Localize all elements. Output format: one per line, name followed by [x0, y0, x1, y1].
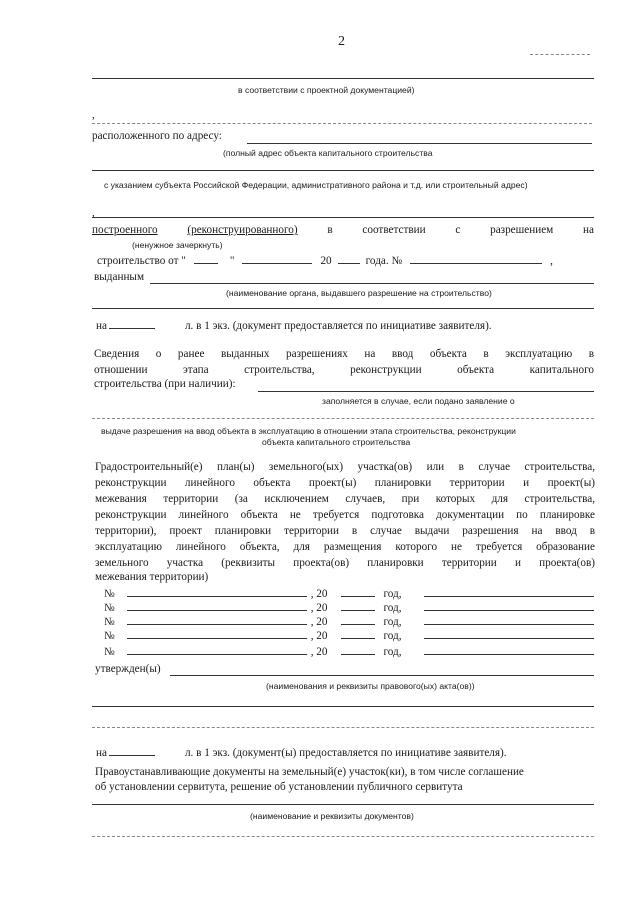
prev-permits-caption-3: объекта капитального строительства [262, 437, 411, 447]
permit-line-1 [92, 224, 594, 237]
gpzu-line-1: Градостроительный(е) план(ы) земельного(ых) участка(ов) или в случае строительства, [95, 461, 595, 473]
permit-day-field[interactable] [194, 253, 218, 264]
row-comma20: , 20 [310, 602, 328, 614]
permit-month-field[interactable] [242, 253, 312, 264]
row-number-field[interactable] [127, 586, 307, 597]
permit-date-quote: " [229, 255, 235, 267]
row-year-field[interactable] [341, 644, 375, 655]
row-comma20: , 20 [310, 616, 328, 628]
sheets-count-field-2[interactable] [109, 745, 155, 756]
permit-year-prefix: 20 [320, 255, 332, 267]
project-doc-caption: в соответствии с проектной документацией) [238, 85, 415, 95]
gpzu-line-7: земельного участка (реквизиты проекта(ов) планировки территории и проекта(ов) [95, 557, 595, 569]
prev-permits-line-1: Сведения о ранее выданных разрешениях на ввод объекта в эксплуатацию в [94, 348, 594, 360]
sheets-prefix-2: на [96, 747, 107, 759]
gpzu-line-4: реконструкции линейного объекта не требуется подготовка документации по планировке [95, 509, 595, 521]
comma-mark: , [92, 109, 95, 121]
gpzu-line-3: межевания территории (за исключением случаев, при которых для строительства, [95, 493, 595, 505]
issued-by-field[interactable] [150, 283, 594, 284]
address-field-line-2[interactable] [92, 170, 594, 171]
row-no-label: № [104, 616, 115, 628]
row-detail-field[interactable] [424, 586, 594, 597]
row-number-field[interactable] [127, 628, 307, 639]
title-docs-field-2[interactable] [92, 836, 594, 837]
address-label: расположенного по адресу: [92, 130, 222, 142]
row-no-label: № [104, 588, 115, 600]
sheets-text-2: л. в 1 экз. (документ(ы) предоставляется по инициативе заявителя). [184, 747, 507, 759]
sheets-line-2 [96, 745, 507, 760]
permit-year-suffix: года. № [365, 255, 403, 267]
title-docs-field[interactable] [92, 804, 594, 805]
sheets-line-1 [96, 318, 492, 333]
permit-date-prefix: строительство от " [97, 255, 186, 267]
address-caption-1: (полный адрес объекта капитального строительства [223, 148, 433, 158]
built-word: построенного [92, 224, 158, 236]
sheets-text: л. в 1 экз. (документ предоставляется по инициативе заявителя). [184, 320, 492, 332]
permit-comma: , [550, 255, 553, 267]
address-caption-2: с указанием субъекта Российской Федерации, административного района и т.д. или строительный адрес) [104, 180, 528, 190]
reconstructed-word: (реконструированного) [187, 224, 298, 236]
row-year-label: год, [383, 646, 402, 658]
row-year-label: год, [383, 630, 402, 642]
prev-permits-field[interactable] [258, 391, 594, 392]
word-for: на [583, 224, 594, 236]
word-with: с [455, 224, 461, 236]
word-in: в [327, 224, 333, 236]
approved-caption: (наименования и реквизиты правового(ых) акта(ов)) [266, 681, 475, 691]
prev-permits-field-2[interactable] [92, 418, 594, 419]
sheets-count-field[interactable] [109, 318, 155, 329]
prev-permits-line-3: строительства (при наличии): [94, 378, 236, 390]
row-detail-field[interactable] [424, 628, 594, 639]
row-detail-field[interactable] [424, 614, 594, 625]
row-number-field[interactable] [127, 614, 307, 625]
prev-permits-line-2: отношении этапа строительства, реконструкции объекта капитального [94, 364, 594, 376]
row-no-label: № [104, 602, 115, 614]
row-year-field[interactable] [341, 600, 375, 611]
gpzu-line-2: реконструкции линейного объекта проект(ы) планировки территории и проект(ы) [95, 477, 595, 489]
row-detail-field[interactable] [424, 600, 594, 611]
address-field-line-3[interactable] [92, 217, 594, 218]
prev-permits-caption-1: заполняется в случае, если подано заявление о [322, 396, 515, 406]
word-permit: разрешением [490, 224, 554, 236]
row-year-label: год, [383, 602, 402, 614]
row-year-field[interactable] [341, 614, 375, 625]
strike-note: (ненужное зачеркнуть) [132, 240, 223, 250]
sheets-prefix: на [96, 320, 107, 332]
permit-year-field[interactable] [338, 253, 360, 264]
permit-number-field[interactable] [410, 253, 542, 264]
row-no-label: № [104, 630, 115, 642]
address-field-line[interactable] [247, 143, 592, 144]
issued-by-caption: (наименование органа, выдавшего разрешение на строительство) [226, 288, 492, 298]
requisites-row [104, 600, 594, 615]
requisites-row [104, 614, 594, 629]
issued-by-field-2[interactable] [92, 308, 594, 309]
row-year-label: год, [383, 616, 402, 628]
row-no-label: № [104, 646, 115, 658]
approved-field[interactable] [170, 675, 594, 676]
row-year-field[interactable] [341, 586, 375, 597]
project-doc-line [92, 78, 594, 79]
permit-date-line [97, 253, 553, 268]
title-docs-line-2: об установлении сервитута, решение об установлении публичного сервитута [95, 781, 463, 793]
title-docs-line-1: Правоустанавливающие документы на земельный(е) участок(ки), в том числе соглашение [95, 766, 524, 778]
row-detail-field[interactable] [424, 644, 594, 655]
approved-field-3[interactable] [92, 727, 594, 728]
requisites-row [104, 644, 594, 659]
gpzu-line-5: территории), проект планировки территории в случае выдачи разрешения на ввод в [95, 525, 595, 537]
word-accordance: соответствии [362, 224, 426, 236]
title-docs-caption: (наименование и реквизиты документов) [250, 811, 414, 821]
issued-by-label: выданным [94, 271, 145, 283]
approved-field-2[interactable] [92, 706, 594, 707]
separator-line [92, 123, 592, 124]
gpzu-line-8: межевания территории) [95, 571, 209, 583]
row-comma20: , 20 [310, 646, 328, 658]
row-number-field[interactable] [127, 600, 307, 611]
row-comma20: , 20 [310, 588, 328, 600]
requisites-row [104, 586, 594, 601]
gpzu-line-6: эксплуатацию линейного объекта, для размещения которого не требуется образование [95, 541, 595, 553]
approved-label: утвержден(ы) [95, 663, 161, 675]
scan-mark [530, 54, 590, 55]
page-number: 2 [338, 34, 345, 49]
row-number-field[interactable] [127, 644, 307, 655]
row-year-field[interactable] [341, 628, 375, 639]
comma-mark-2: , [92, 207, 95, 219]
row-year-label: год, [383, 588, 402, 600]
row-comma20: , 20 [310, 630, 328, 642]
requisites-row [104, 628, 594, 643]
prev-permits-caption-2: выдаче разрешения на ввод объекта в эксплуатацию в отношении этапа строительства, реконструкции [101, 426, 516, 436]
